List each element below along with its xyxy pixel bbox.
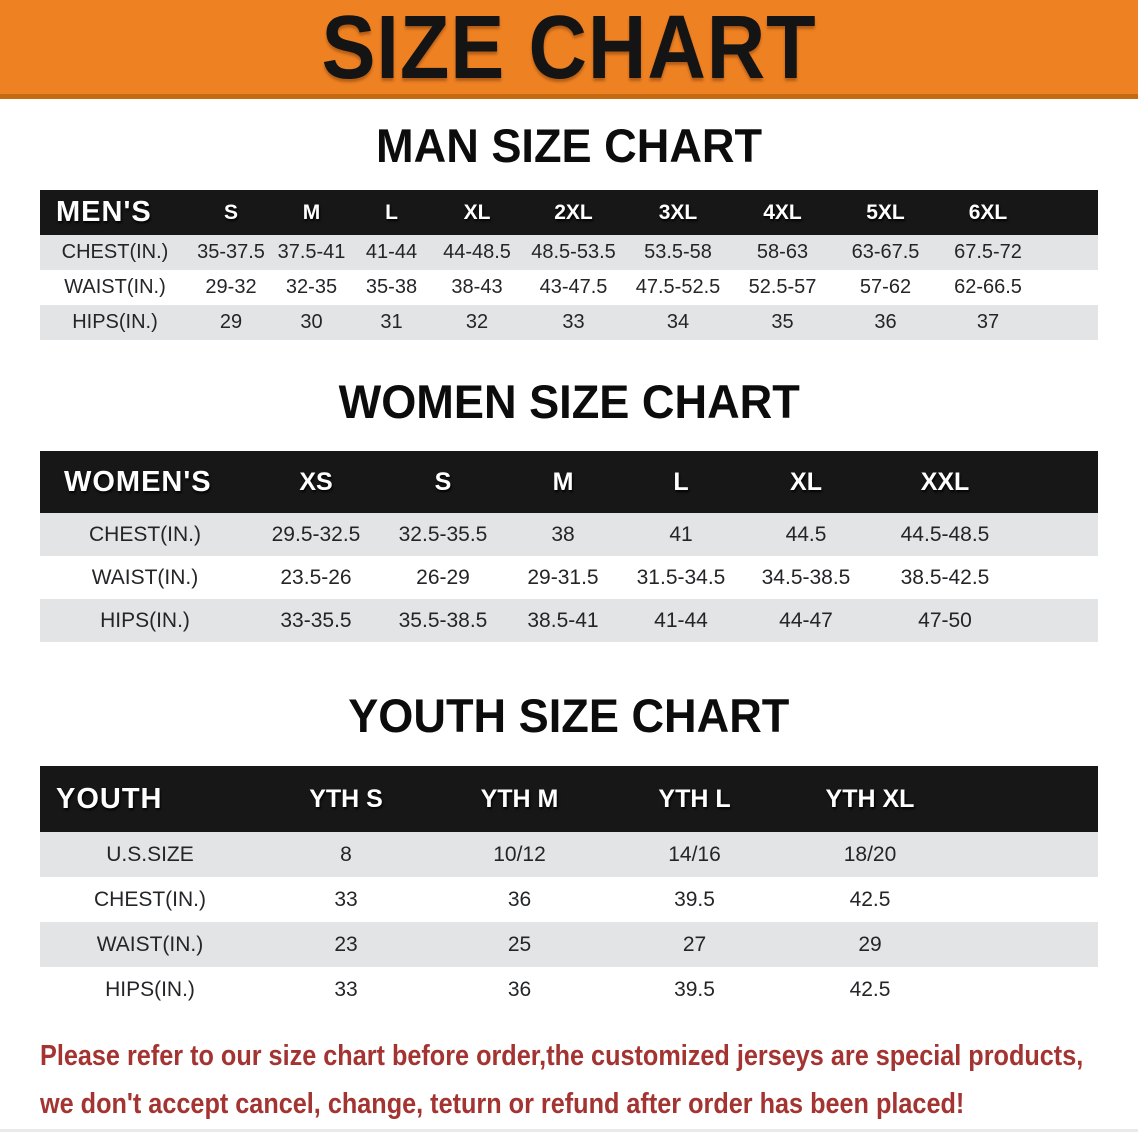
row-label: WAIST(IN.): [40, 922, 260, 967]
youth-section-heading: YOUTH SIZE CHART: [348, 689, 790, 742]
column-header: YTH XL: [782, 766, 1098, 832]
size-cell: 18/20: [782, 832, 1098, 877]
size-cell: 37: [937, 305, 1098, 340]
row-label: WAIST(IN.): [40, 270, 190, 305]
column-header: 3XL: [625, 190, 731, 235]
size-cell: 29-31.5: [504, 556, 622, 599]
size-cell: 36: [834, 305, 937, 340]
size-cell: 35-37.5: [190, 235, 272, 270]
size-cell: 44.5-48.5: [872, 513, 1098, 556]
table-row: [40, 877, 1098, 922]
size-cell: 44-47: [740, 599, 872, 642]
size-cell: 27: [607, 922, 782, 967]
title-banner: [0, 0, 1138, 99]
table-row: [40, 305, 1098, 340]
disclaimer-note: [40, 1032, 1138, 1128]
size-cell: 39.5: [607, 877, 782, 922]
row-label: HIPS(IN.): [40, 305, 190, 340]
note-line-2: we don't accept cancel, change, teturn or refund after order has been placed!: [40, 1088, 965, 1120]
column-header: 5XL: [834, 190, 937, 235]
row-label: WAIST(IN.): [40, 556, 250, 599]
table-group-label: WOMEN'S: [40, 451, 250, 513]
size-cell: 43-47.5: [522, 270, 625, 305]
row-label: HIPS(IN.): [40, 967, 260, 1012]
size-cell: 33: [522, 305, 625, 340]
size-cell: 31.5-34.5: [622, 556, 740, 599]
table-group-label: YOUTH: [40, 766, 260, 832]
size-cell: 44-48.5: [432, 235, 522, 270]
size-cell: 35: [731, 305, 834, 340]
column-header: YTH L: [607, 766, 782, 832]
column-header: XS: [250, 451, 382, 513]
row-label: CHEST(IN.): [40, 513, 250, 556]
note-line-1: Please refer to our size chart before order,the customized jerseys are special products,: [40, 1040, 1084, 1072]
size-cell: 63-67.5: [834, 235, 937, 270]
column-header: S: [382, 451, 504, 513]
size-cell: 23.5-26: [250, 556, 382, 599]
size-cell: 47-50: [872, 599, 1098, 642]
size-cell: 30: [272, 305, 351, 340]
size-cell: 29.5-32.5: [250, 513, 382, 556]
column-header: YTH S: [260, 766, 432, 832]
man-section-heading: MAN SIZE CHART: [375, 119, 763, 172]
size-cell: 41-44: [351, 235, 432, 270]
row-label: CHEST(IN.): [40, 877, 260, 922]
youth-section: [0, 690, 1138, 742]
size-cell: 32: [432, 305, 522, 340]
size-cell: 29-32: [190, 270, 272, 305]
table-group-label: MEN'S: [40, 190, 190, 235]
youth-size-table: [40, 766, 1098, 1012]
column-header: L: [622, 451, 740, 513]
row-label: U.S.SIZE: [40, 832, 260, 877]
size-cell: 34.5-38.5: [740, 556, 872, 599]
size-cell: 38-43: [432, 270, 522, 305]
page-title: SIZE CHART: [321, 0, 817, 98]
table-header-row: [40, 766, 1098, 832]
size-cell: 29: [190, 305, 272, 340]
size-cell: 38.5-42.5: [872, 556, 1098, 599]
size-cell: 62-66.5: [937, 270, 1098, 305]
column-header: M: [272, 190, 351, 235]
size-cell: 53.5-58: [625, 235, 731, 270]
women-section-heading: WOMEN SIZE CHART: [338, 375, 800, 428]
women-section: [0, 376, 1138, 428]
table-row: [40, 967, 1098, 1012]
column-header: XL: [740, 451, 872, 513]
size-cell: 14/16: [607, 832, 782, 877]
size-cell: 35.5-38.5: [382, 599, 504, 642]
size-cell: 36: [432, 967, 607, 1012]
row-label: CHEST(IN.): [40, 235, 190, 270]
table-row: [40, 556, 1098, 599]
size-cell: 41: [622, 513, 740, 556]
size-cell: 57-62: [834, 270, 937, 305]
size-cell: 26-29: [382, 556, 504, 599]
size-cell: 32-35: [272, 270, 351, 305]
man-section: [0, 120, 1138, 172]
column-header: XL: [432, 190, 522, 235]
size-cell: 42.5: [782, 967, 1098, 1012]
column-header: M: [504, 451, 622, 513]
size-cell: 32.5-35.5: [382, 513, 504, 556]
size-cell: 33: [260, 967, 432, 1012]
size-cell: 10/12: [432, 832, 607, 877]
table-row: [40, 513, 1098, 556]
size-cell: 33-35.5: [250, 599, 382, 642]
column-header: S: [190, 190, 272, 235]
column-header: 4XL: [731, 190, 834, 235]
table-row: [40, 832, 1098, 877]
size-cell: 39.5: [607, 967, 782, 1012]
table-header-row: [40, 190, 1098, 235]
table-header-row: [40, 451, 1098, 513]
size-cell: 52.5-57: [731, 270, 834, 305]
mens-size-table: [40, 190, 1098, 340]
size-cell: 58-63: [731, 235, 834, 270]
size-cell: 67.5-72: [937, 235, 1098, 270]
size-cell: 44.5: [740, 513, 872, 556]
table-row: [40, 235, 1098, 270]
size-cell: 34: [625, 305, 731, 340]
womens-size-table: [40, 451, 1098, 642]
column-header: XXL: [872, 451, 1098, 513]
table-row: [40, 922, 1098, 967]
size-cell: 38.5-41: [504, 599, 622, 642]
size-cell: 38: [504, 513, 622, 556]
size-cell: 8: [260, 832, 432, 877]
size-cell: 33: [260, 877, 432, 922]
column-header: 6XL: [937, 190, 1098, 235]
size-cell: 42.5: [782, 877, 1098, 922]
row-label: HIPS(IN.): [40, 599, 250, 642]
size-cell: 23: [260, 922, 432, 967]
table-row: [40, 270, 1098, 305]
size-cell: 31: [351, 305, 432, 340]
size-cell: 37.5-41: [272, 235, 351, 270]
size-cell: 47.5-52.5: [625, 270, 731, 305]
table-row: [40, 599, 1098, 642]
column-header: L: [351, 190, 432, 235]
column-header: YTH M: [432, 766, 607, 832]
column-header: 2XL: [522, 190, 625, 235]
size-cell: 41-44: [622, 599, 740, 642]
size-cell: 29: [782, 922, 1098, 967]
size-cell: 35-38: [351, 270, 432, 305]
size-cell: 36: [432, 877, 607, 922]
size-cell: 48.5-53.5: [522, 235, 625, 270]
size-cell: 25: [432, 922, 607, 967]
